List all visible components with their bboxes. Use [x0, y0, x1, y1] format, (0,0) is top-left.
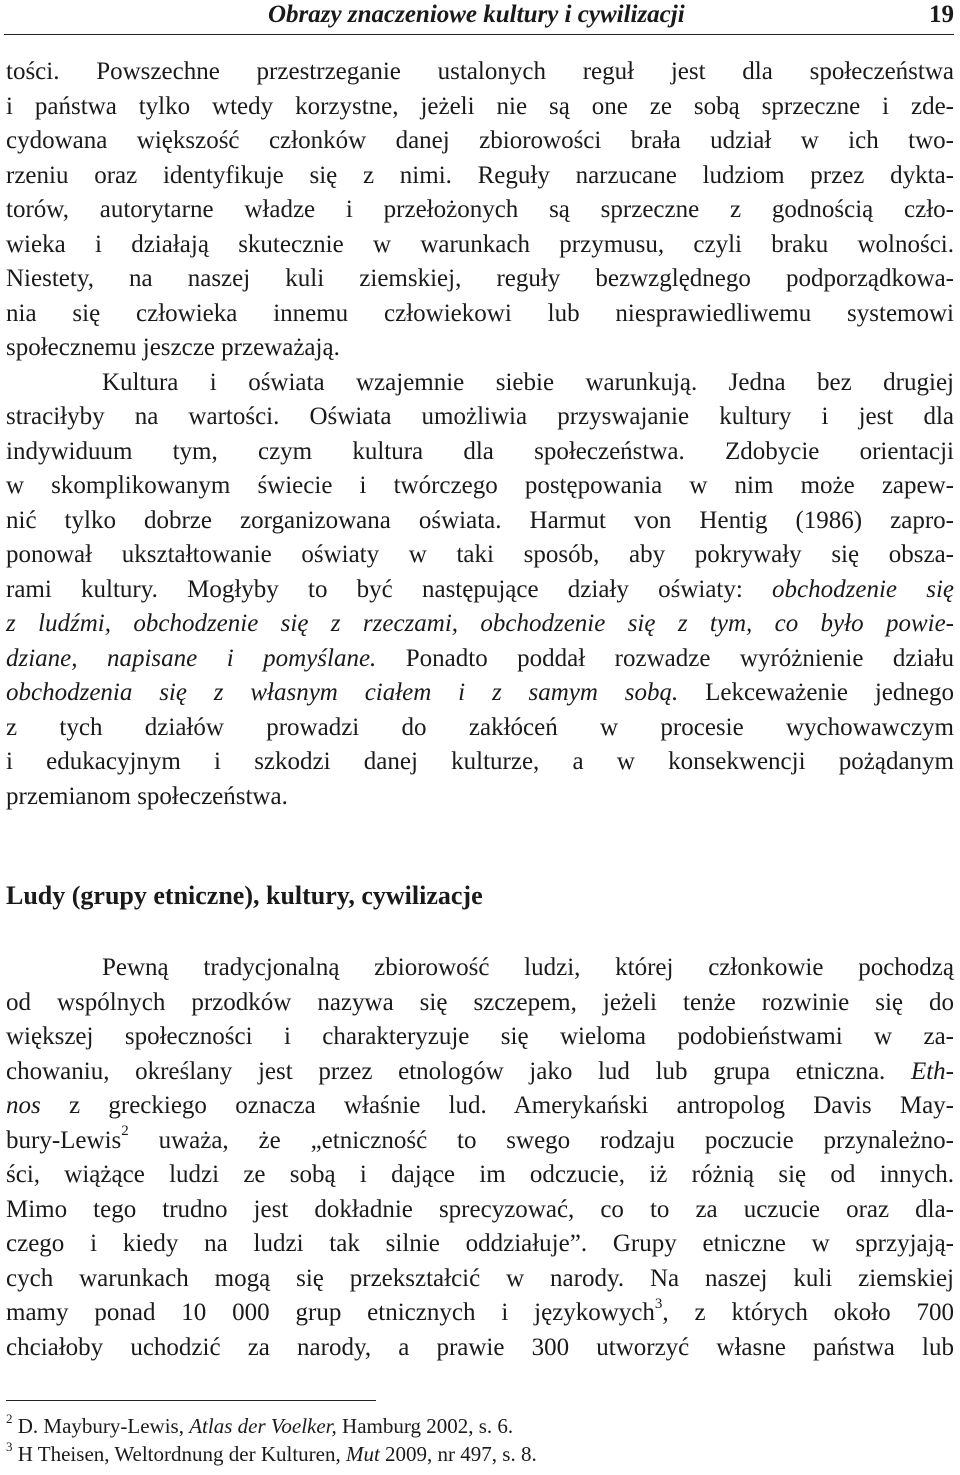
text-line: w skomplikowanym świecie i twórczego postępowania w nim może zapew- [6, 472, 954, 499]
text-run: mamy ponad 10 000 grup etnicznych i językowych [6, 1299, 655, 1326]
italic-run: obchodzenie się [772, 575, 955, 603]
text-run: bury-Lewis [6, 1126, 122, 1154]
text-run: uważa, że „etniczność to swego rodzaju poczucie przynależno- [128, 1126, 954, 1154]
text-line: indywiduum tym, czym kultura dla społeczeństwa. Zdobycie orientacji [6, 437, 954, 465]
text-run: Ponadto poddał rozwadze wyróżnienie działu [376, 644, 954, 672]
text-run: z greckiego oznacza właśnie lud. Amerykański antropolog Davis May- [40, 1092, 954, 1119]
text-run: chowaniu, określany jest przez etnologów jako lud lub grupa etniczna. [6, 1057, 911, 1085]
text-line [6, 1124, 954, 1159]
section-heading: Ludy (grupy etniczne), kultury, cywilizacje [6, 881, 483, 910]
paragraph-3 [6, 951, 954, 1365]
text-line: czego i kiedy na ludzi tak silnie oddziałuje”. Grupy etniczne w sprzyjają- [6, 1230, 954, 1257]
text-line [6, 676, 954, 711]
footnote-ref-2[interactable]: 2 [121, 1123, 129, 1140]
text-line: straciłyby na wartości. Oświata umożliwia przyswajanie kultury i jest dla [6, 403, 954, 430]
footnote-separator [6, 1400, 376, 1401]
text-line [6, 1089, 954, 1124]
text-line: i edukacyjnym i szkodzi danej kulturze, a w konsekwencji pożądanym [6, 748, 954, 775]
text-line: od wspólnych przodków nazywa się szczepem, jeżeli tenże rozwinie się do [6, 988, 954, 1016]
text-line: ponował ukształtowanie oświaty w taki sposób, aby pokrywały się obsza- [6, 541, 954, 568]
text-line: przemianom społeczeństwa. [6, 782, 288, 810]
text-line [6, 1055, 954, 1090]
text-run: Hamburg 2002, s. 6. [336, 1414, 514, 1438]
text-run: H Theisen, Weltordnung der Kulturen, [12, 1442, 346, 1466]
text-line: Niestety, na naszej kuli ziemskiej, reguły bezwzględnego podporządkowa- [6, 265, 954, 292]
text-line: większej społeczności i charakteryzuje się wieloma podobieństwami w za- [6, 1023, 954, 1050]
paragraph-2 [6, 366, 954, 815]
running-header-title: Obrazy znaczeniowe kultury i cywilizacji [268, 1, 685, 28]
footnote-ref-3[interactable]: 3 [654, 1295, 663, 1312]
text-line [6, 573, 954, 608]
text-line: społecznemu jeszcze przeważają. [6, 334, 340, 361]
text-line: ści, wiążące ludzi ze sobą i dające im odczucie, iż różnią się od innych. [6, 1161, 954, 1188]
italic-run: obchodzenia się z własnym ciałem i z samym sobą. [6, 679, 679, 706]
text-line: chciałoby uchodzić za narody, a prawie 300 utworzyć własne państwa lub [6, 1333, 954, 1361]
text-line: Pewną tradycjonalną zbiorowość ludzi, której członkowie pochodzą [102, 954, 954, 981]
text-run: D. Maybury-Lewis, [12, 1414, 190, 1438]
footnotes [6, 1412, 954, 1468]
footnote-mark: 2 [6, 1411, 13, 1426]
text-run: 2009, nr 497, s. 8. [379, 1442, 537, 1466]
text-line: tości. Powszechne przestrzeganie ustalonych reguł jest dla społeczeństwa [6, 58, 954, 85]
text-line: cydowana większość członków danej zbiorowości brała udział w ich two- [6, 127, 954, 154]
text-run: , z których około 700 [662, 1299, 954, 1326]
text-line: z ludźmi, obchodzenie się z rzeczami, obchodzenie się z tym, co było powie- [6, 610, 954, 637]
text-line: wieka i działają skutecznie w warunkach przymusu, czyli braku wolności. [6, 230, 954, 258]
running-header [4, 0, 954, 35]
italic-run: nos [6, 1092, 41, 1119]
text-line: i państwa tylko wtedy korzystne, jeżeli nie są one ze sobą sprzeczne i zde- [6, 92, 954, 120]
italic-run: dziane, napisane i pomyślane. [6, 644, 377, 672]
text-line: Mimo tego trudno jest dokładnie sprecyzować, co to za uczucie oraz dla- [6, 1195, 954, 1223]
text-line: z tych działów prowadzi do zakłóceń w procesie wychowawczym [6, 713, 954, 741]
text-line [6, 642, 954, 677]
text-line: torów, autorytarne władze i przełożonych są sprzeczne z godnością czło- [6, 196, 954, 223]
page-number: 19 [929, 1, 954, 28]
text-run: rami kultury. Mogłyby to być następujące działy oświaty: [6, 575, 773, 603]
italic-run: Atlas der Voelker, [189, 1414, 337, 1438]
paragraph-1 [6, 55, 954, 366]
text-run: Lekceważenie jednego [678, 679, 954, 706]
italic-run: Mut [345, 1442, 380, 1466]
text-line: Kultura i oświata wzajemnie siebie warunkują. Jedna bez drugiej [102, 368, 954, 396]
footnote-3 [6, 1440, 954, 1468]
text-line [6, 1296, 954, 1331]
text-line: rzeniu oraz identyfikuje się z nimi. Reguły narzucane ludziom przez dykta- [6, 161, 954, 189]
footnote-2 [6, 1412, 954, 1440]
text-line: nić tylko dobrze zorganizowana oświata. Harmut von Hentig (1986) zapro- [6, 506, 954, 534]
footnote-mark: 3 [6, 1439, 13, 1454]
text-line: nia się człowieka innemu człowiekowi lub niesprawiedliwemu systemowi [6, 299, 954, 327]
text-line: cych warunkach mogą się przekształcić w narody. Na naszej kuli ziemskiej [6, 1264, 954, 1292]
italic-run: Eth- [910, 1057, 954, 1085]
